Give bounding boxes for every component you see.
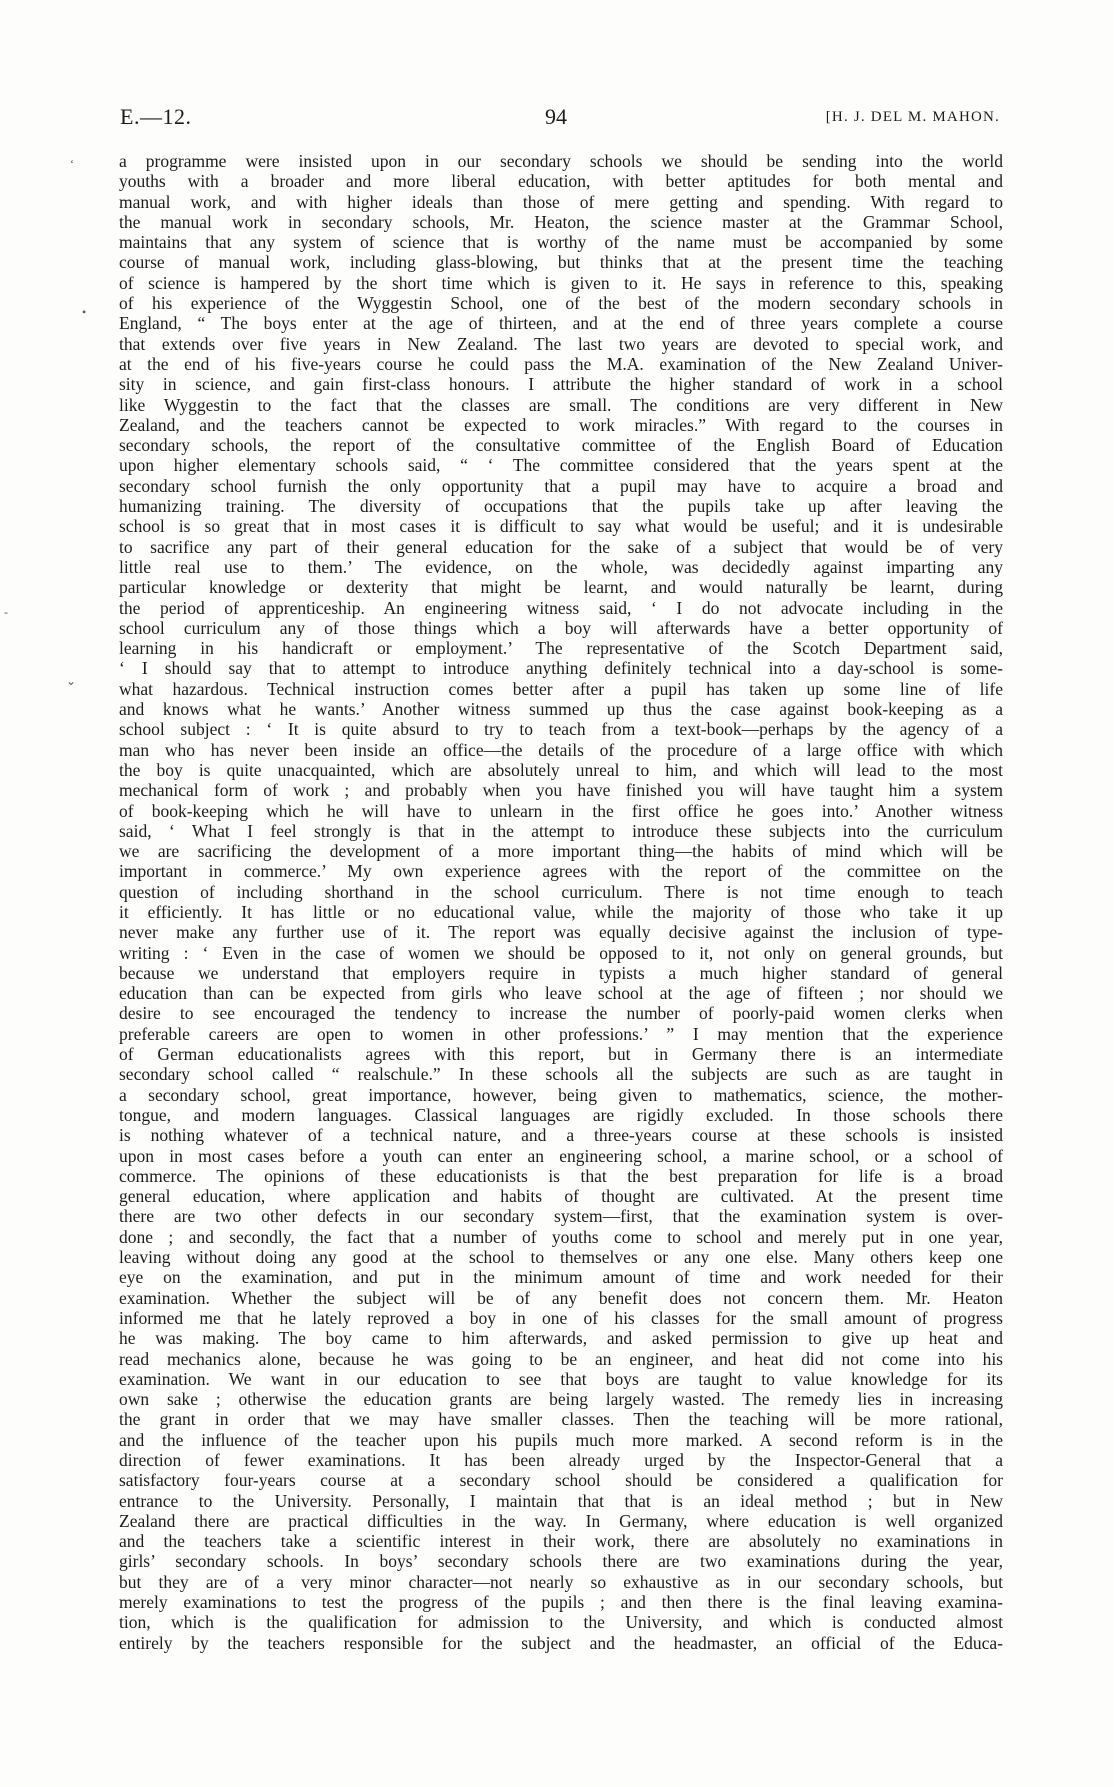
text-line: and the influence of the teacher upon his pupils much more marked. A second reform is in the bbox=[119, 1429, 1003, 1450]
text-line: particular knowledge or dexterity that might be learnt, and would naturally be learnt, during bbox=[119, 577, 1003, 598]
text-line: secondary school called “ realschule.” In these schools all the subjects are such as are taught in bbox=[119, 1064, 1003, 1085]
text-line: school curriculum any of those things which a boy will afterwards have a better opportunity of bbox=[119, 617, 1003, 638]
text-line: the manual work in secondary schools, Mr. Heaton, the science master at the Grammar School, bbox=[119, 211, 1003, 232]
text-line: examination. We want in our education to see that boys are taught to value knowledge for its bbox=[119, 1368, 1003, 1389]
text-line: education than can be expected from girls who leave school at the age of fifteen ; nor should we bbox=[119, 983, 1003, 1004]
text-line: never make any further use of it. The report was equally decisive against the inclusion of type- bbox=[119, 922, 1003, 943]
text-line: entirely by the teachers responsible for the subject and the headmaster, an official of the Educa- bbox=[119, 1632, 1003, 1653]
text-line: read mechanics alone, because he was going to be an engineer, and heat did not come into his bbox=[119, 1348, 1003, 1369]
text-line: desire to see encouraged the tendency to increase the number of poorly-paid women clerks when bbox=[119, 1003, 1003, 1024]
text-line: of German educationalists agrees with this report, but in Germany there is an intermediate bbox=[119, 1044, 1003, 1065]
text-line: learning in his handicraft or employment.’ The representative of the Scotch Department said, bbox=[119, 638, 1003, 659]
text-line: secondary schools, the report of the consultative committee of the English Board of Education bbox=[119, 435, 1003, 456]
text-line: direction of fewer examinations. It has been already urged by the Inspector-General that a bbox=[119, 1450, 1003, 1470]
margin-mark: ⌄ bbox=[66, 674, 77, 688]
text-line: Zealand there are practical difficulties in the way. In Germany, where education is well organized bbox=[119, 1510, 1003, 1531]
text-line: is nothing whatever of a technical nature, and a three-years course at these schools is insisted bbox=[119, 1125, 1003, 1146]
speaker-name: [H. J. DEL M. MAHON. bbox=[825, 109, 1000, 125]
text-line: leaving without doing any good at the school to themselves or any one else. Many others keep one bbox=[119, 1247, 1003, 1268]
text-line: the grant in order that we may have smaller classes. Then the teaching will be more rational, bbox=[119, 1409, 1003, 1430]
text-line: that extends over five years in New Zealand. The last two years are devoted to special work, and bbox=[119, 333, 1003, 354]
text-line: done ; and secondly, the fact that a number of youths come to school and merely put in one year, bbox=[119, 1226, 1003, 1247]
text-line: of book-keeping which he will have to unlearn in the first office he goes into.’ Another witness bbox=[119, 800, 1003, 821]
text-line: there are two other defects in our secondary system—first, that the examination system is over- bbox=[119, 1206, 1003, 1227]
text-line: upon in most cases before a youth can enter an engineering school, a marine school, or a school of bbox=[119, 1145, 1003, 1166]
text-line: school is so great that in most cases it is difficult to say what would be useful; and it is undesirable bbox=[119, 516, 1003, 537]
text-line: and the teachers take a scientific interest in their work, there are absolutely no examinations in bbox=[119, 1531, 1003, 1552]
text-line: and knows what he wants.’ Another witness summed up thus the case against book-keeping as a bbox=[119, 699, 1003, 720]
text-line: of science is hampered by the short time which is given to it. He says in reference to this, speaking bbox=[119, 272, 1003, 293]
text-line: a programme were insisted upon in our secondary schools we should be sending into the world bbox=[119, 151, 1003, 171]
margin-mark: - bbox=[4, 605, 8, 619]
text-line: but they are of a very minor character—not nearly so exhaustive as in our secondary schools, but bbox=[119, 1571, 1003, 1592]
text-line: satisfactory four-years course at a secondary school should be considered a qualification for bbox=[119, 1470, 1003, 1491]
text-line: own sake ; otherwise the education grants are being largely wasted. The remedy lies in increasing bbox=[119, 1389, 1003, 1410]
text-line: course of manual work, including glass-blowing, but thinks that at the present time the teaching bbox=[119, 252, 1003, 273]
text-line: at the end of his five-years course he could pass the M.A. examination of the New Zealand Univer- bbox=[119, 353, 1003, 374]
text-line: general education, where application and habits of thought are cultivated. At the present time bbox=[119, 1186, 1003, 1207]
text-line: eye on the examination, and put in the minimum amount of time and work needed for their bbox=[119, 1267, 1003, 1288]
text-line: England, “ The boys enter at the age of thirteen, and at the end of three years complete a course bbox=[119, 313, 1003, 334]
text-line: school subject : ‘ It is quite absurd to try to teach from a text-book—perhaps by the agency of a bbox=[119, 719, 1003, 740]
text-line: entrance to the University. Personally, I maintain that that is an ideal method ; but in New bbox=[119, 1490, 1003, 1511]
text-line: said, ‘ What I feel strongly is that in the attempt to introduce these subjects into the curriculum bbox=[119, 820, 1003, 841]
page-number: 94 bbox=[545, 104, 567, 129]
text-line: sity in science, and gain first-class honours. I attribute the higher standard of work in a school bbox=[119, 374, 1003, 395]
text-line: secondary school furnish the only opportunity that a pupil may have to acquire a broad and bbox=[119, 475, 1003, 496]
margin-mark: ‘ bbox=[70, 157, 74, 171]
text-line: ‘ I should say that to attempt to introduce anything definitely technical into a day-school is some- bbox=[119, 658, 1003, 679]
text-line: commerce. The opinions of these educationists is that the best preparation for life is a broad bbox=[119, 1165, 1003, 1186]
text-line: what hazardous. Technical instruction comes better after a pupil has taken up some line of life bbox=[119, 678, 1003, 699]
text-line: mechanical form of work ; and probably when you have finished you will have taught him a system bbox=[119, 780, 1003, 801]
text-line: important in commerce.’ My own experience agrees with the report of the committee on the bbox=[119, 861, 1003, 882]
text-line: tion, which is the qualification for admission to the University, and which is conducted almost bbox=[119, 1612, 1003, 1633]
text-line: it efficiently. It has little or no educational value, while the majority of those who take it up bbox=[119, 901, 1003, 922]
text-line: upon higher elementary schools said, “ ‘ The committee considered that the years spent at the bbox=[119, 455, 1003, 476]
text-line: the boy is quite unacquainted, which are absolutely unreal to him, and which will lead to the most bbox=[119, 759, 1003, 780]
text-line: manual work, and with higher ideals than those of mere getting and spending. With regard to bbox=[119, 191, 1003, 212]
text-line: like Wyggestin to the fact that the classes are small. The conditions are very different in New bbox=[119, 394, 1003, 415]
text-line: Zealand, and the teachers cannot be expected to work miracles.” With regard to the courses in bbox=[119, 414, 1003, 435]
text-line: he was making. The boy came to him afterwards, and asked permission to give up heat and bbox=[119, 1328, 1003, 1349]
text-line: maintains that any system of science that is worthy of the name must be accompanied by some bbox=[119, 232, 1003, 253]
body-text bbox=[119, 151, 1003, 1653]
text-line: youths with a broader and more liberal education, with better aptitudes for both mental and bbox=[119, 171, 1003, 192]
text-line: the period of apprenticeship. An engineering witness said, ‘ I do not advocate including in the bbox=[119, 597, 1003, 618]
text-line: because we understand that employers require in typists a much higher standard of general bbox=[119, 962, 1003, 983]
margin-mark: • bbox=[82, 305, 87, 319]
text-line: tongue, and modern languages. Classical languages are rigidly excluded. In those schools there bbox=[119, 1104, 1003, 1125]
page-header bbox=[120, 102, 1000, 132]
text-line: preferable careers are open to women in other professions.’ ” I may mention that the experience bbox=[119, 1023, 1003, 1044]
text-line: girls’ secondary schools. In boys’ secondary schools there are two examinations during the year, bbox=[119, 1551, 1003, 1572]
text-line: merely examinations to test the progress of the pupils ; and then there is the final leaving examina- bbox=[119, 1592, 1003, 1613]
text-line: writing : ‘ Even in the case of women we should be opposed to it, not only on general grounds, but bbox=[119, 942, 1003, 963]
text-line: of his experience of the Wyggestin School, one of the best of the modern secondary schools in bbox=[119, 293, 1003, 314]
text-line: to sacrifice any part of their general education for the sake of a subject that would be of very bbox=[119, 536, 1003, 557]
document-reference: E.—12. bbox=[120, 104, 192, 129]
text-line: examination. Whether the subject will be of any benefit does not concern them. Mr. Heaton bbox=[119, 1287, 1003, 1308]
text-line: a secondary school, great importance, however, being given to mathematics, science, the mother- bbox=[119, 1084, 1003, 1105]
text-line: man who has never been inside an office—the details of the procedure of a large office with which bbox=[119, 739, 1003, 760]
text-line: we are sacrificing the development of a more important thing—the habits of mind which will be bbox=[119, 841, 1003, 862]
text-line: little real use to them.’ The evidence, on the whole, was decidedly against imparting any bbox=[119, 556, 1003, 577]
text-line: humanizing training. The diversity of occupations that the pupils take up after leaving the bbox=[119, 496, 1003, 517]
text-line: informed me that he lately reproved a boy in one of his classes for the small amount of progress bbox=[119, 1307, 1003, 1328]
text-line: question of including shorthand in the school curriculum. There is not time enough to teach bbox=[119, 881, 1003, 902]
